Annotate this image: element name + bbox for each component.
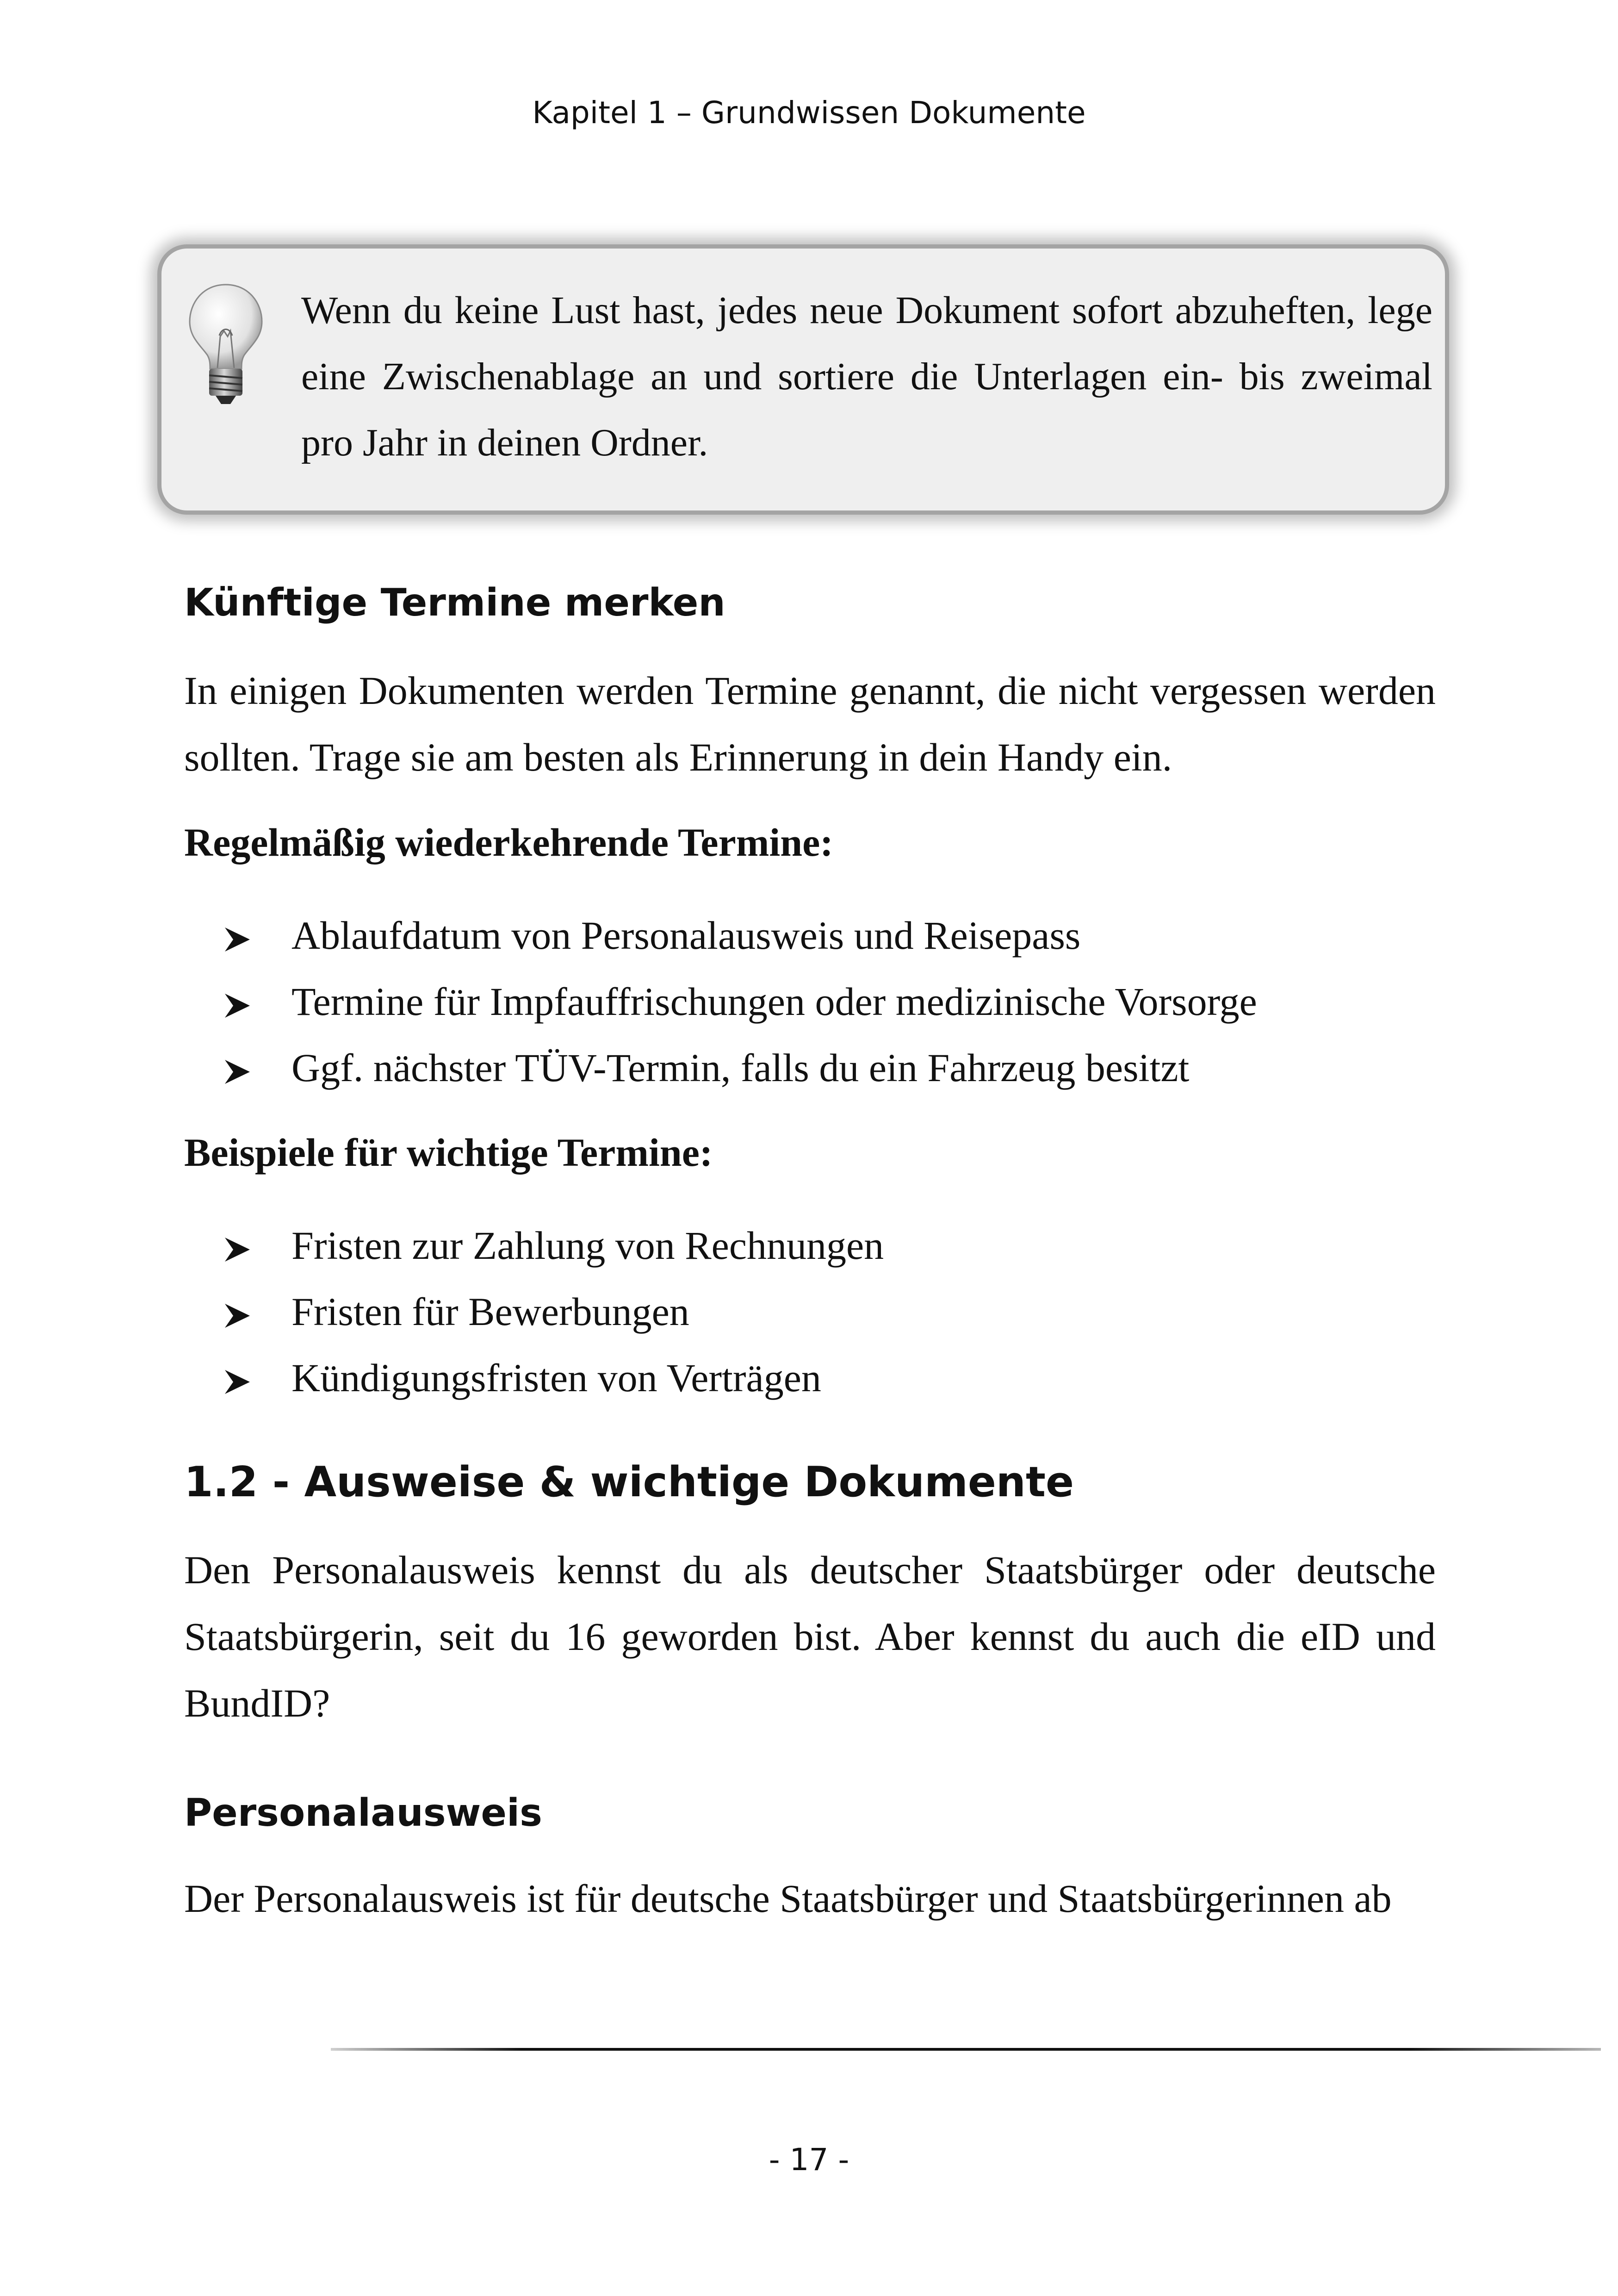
heading-ausweise-dokumente: 1.2 - Ausweise & wichtige Dokumente [184, 1458, 1074, 1506]
list-recurring-termine [222, 902, 1257, 1101]
tip-text: Wenn du keine Lust hast, jedes neue Dokument sofort abzuheften, lege eine Zwischenablage an und sortiere die Unterlagen ein- bis zweimal pro Jahr in deinen Ordner. [301, 289, 1432, 464]
arrow-bullet-icon [222, 1213, 291, 1279]
list-item-text: Ggf. nächster TÜV-Termin, falls du ein Fahrzeug besitzt [291, 1045, 1190, 1090]
list-item [222, 1279, 884, 1345]
list-item-text: Fristen zur Zahlung von Rechnungen [291, 1223, 884, 1268]
list-item [222, 1345, 884, 1411]
list-item-text: Ablaufdatum von Personalausweis und Reisepass [291, 913, 1081, 958]
paragraph-personalausweis: Der Personalausweis ist für deutsche Staatsbürger und Staatsbürgerinnen ab [184, 1876, 1392, 1921]
list-example-termine [222, 1213, 884, 1411]
paragraph-ausweise-intro: Den Personalausweis kennst du als deutscher Staatsbürger oder deutsche Staatsbürgerin, seit du 16 geworden bist. Aber kennst du auch die eID und BundID? [184, 1548, 1436, 1725]
running-head: Kapitel 1 – Grundwissen Dokumente [532, 95, 1086, 131]
heading-beispiele-termine: Beispiele für wichtige Termine: [184, 1130, 713, 1175]
list-item [222, 1213, 884, 1279]
lightbulb-icon [184, 281, 267, 411]
arrow-bullet-icon [222, 1035, 291, 1101]
list-item-text: Termine für Impfauffrischungen oder medizinische Vorsorge [291, 979, 1257, 1024]
paragraph-termine-intro: In einigen Dokumenten werden Termine genannt, die nicht vergessen werden sollten. Trage sie am besten als Erinnerung in dein Handy ein. [184, 668, 1436, 779]
arrow-bullet-icon [222, 969, 291, 1035]
heading-regelmaessige-termine: Regelmäßig wiederkehrende Termine: [184, 820, 833, 865]
list-item [222, 1035, 1257, 1101]
heading-kuenftige-termine: Künftige Termine merken [184, 581, 725, 625]
page-number: - 17 - [769, 2142, 849, 2178]
tip-box [157, 244, 1449, 515]
heading-personalausweis: Personalausweis [184, 1791, 542, 1835]
list-item [222, 902, 1257, 969]
footer-rule [331, 2045, 1601, 2047]
list-item-text: Fristen für Bewerbungen [291, 1289, 689, 1334]
arrow-bullet-icon [222, 902, 291, 969]
arrow-bullet-icon [222, 1279, 291, 1345]
list-item [222, 969, 1257, 1035]
list-item-text: Kündigungsfristen von Verträgen [291, 1356, 821, 1400]
arrow-bullet-icon [222, 1345, 291, 1411]
